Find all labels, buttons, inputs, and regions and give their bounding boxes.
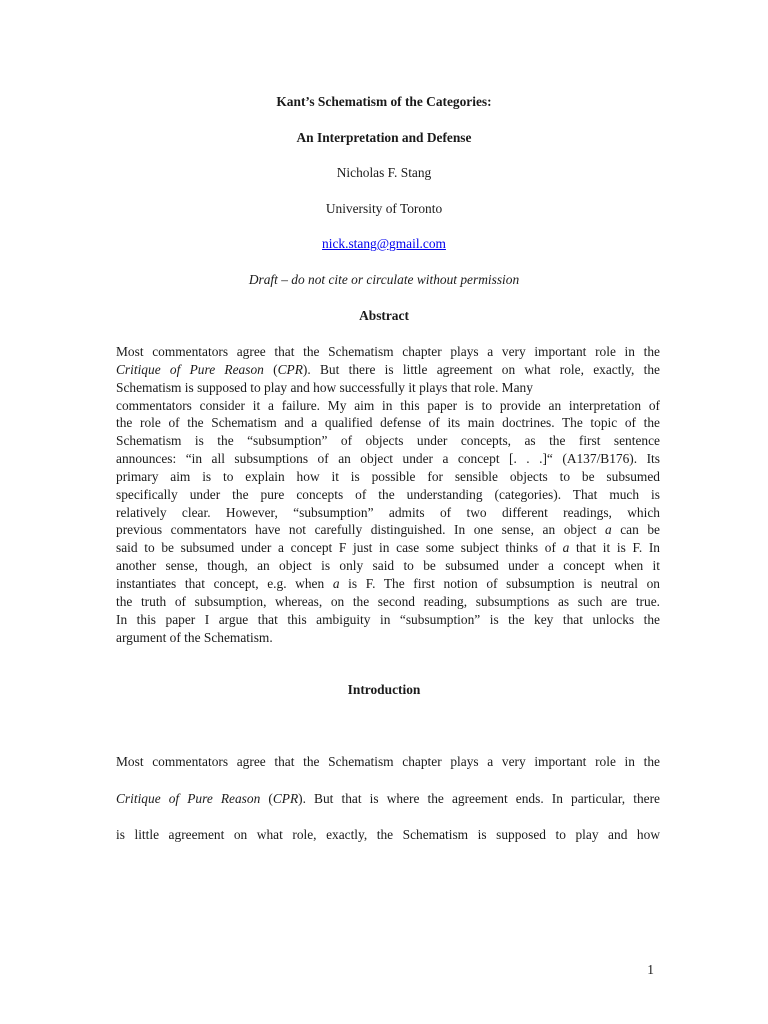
abstract-line [116,611,660,629]
abstract-line [116,486,660,504]
emphasized-text: CPR [272,791,299,806]
abstract-line [116,397,660,415]
text-run: said to be subsumed under a concept F just in case some subject thinks of [116,540,563,556]
email-line [0,236,768,252]
text-run: ( [260,791,273,806]
text-run: Most commentators agree that the Schematism chapter plays a very important role in the [116,344,660,359]
emphasized-text: Critique of Pure Reason [116,791,261,806]
text-run: announces: “in all subsumptions of an object under a concept [. . .]“ (A137/B176). Its [116,451,660,467]
introduction-line [116,827,660,843]
text-run: relatively clear. However, “subsumption” admits of two different readings, which [116,504,660,520]
abstract-line [116,593,660,611]
text-run: argument of the Schematism. [116,629,273,645]
abstract-line [116,629,660,647]
abstract-line [116,343,660,361]
author-name: Nicholas F. Stang [336,165,432,180]
text-run: Most commentators agree that the Schematism chapter plays a very important role in the [116,754,660,769]
text-run: Schematism is supposed to play and how successfully it plays that role. Many [116,379,533,395]
introduction-line [116,754,660,770]
text-run: ( [263,361,278,377]
text-run: previous commentators have not carefully distinguished. In one sense, an object [116,522,605,538]
emphasized-text: a [332,575,340,591]
text-run: can be [611,522,660,538]
emphasized-text: a [604,522,612,538]
text-run: specifically under the pure concepts of the understanding (categories). That much is [116,486,660,502]
text-run: commentators consider it a failure. My aim in this paper is to provide an interpretation of [116,397,660,413]
introduction-line [116,791,660,807]
text-run: that it is F. In [569,540,660,556]
abstract-line [116,539,660,557]
text-run: another sense, though, an object is only said to be subsumed under a concept when it [116,558,660,574]
email-link[interactable]: nick.stang@gmail.com [322,236,446,251]
author-affiliation: University of Toronto [325,201,443,216]
introduction-heading: Introduction [347,682,421,697]
text-run: In this paper I argue that this ambiguity in “subsumption” is the key that unlocks the [116,611,660,627]
text-run: primary aim is to explain how it is possible for sensible objects to be subsumed [116,468,660,484]
text-run: instantiates that concept, e.g. when [116,575,333,591]
page-number: 1 [647,962,654,977]
text-run: is little agreement on what role, exactly, the Schematism is supposed to play and how [116,827,660,842]
emphasized-text: a [562,540,570,556]
abstract-line [116,361,660,379]
emphasized-text: CPR [277,361,303,377]
abstract-line [116,521,660,539]
abstract-line [116,414,660,432]
text-run: the role of the Schematism and a qualified defense of its main doctrines. The topic of the [116,415,660,431]
abstract-line [116,504,660,522]
text-run: is F. The first notion of subsumption is neutral on [339,575,660,591]
text-run: ). But there is little agreement on what role, exactly, the [302,361,660,377]
paper-title: Kant’s Schematism of the Categories: [276,94,492,109]
abstract-line [116,450,660,468]
text-run: Schematism is the “subsumption” of objects under concepts, as the first sentence [116,433,660,449]
abstract-paragraph [116,343,660,646]
draft-notice: Draft – do not cite or circulate without permission [248,272,520,287]
abstract-line [116,432,660,450]
abstract-heading: Abstract [359,308,409,323]
text-run: ). But that is where the agreement ends. In particular, there [298,791,660,806]
emphasized-text: Critique of Pure Reason [116,361,264,377]
text-run: the truth of subsumption, whereas, on the second reading, subsumptions as such are true. [116,593,660,609]
paper-subtitle: An Interpretation and Defense [296,130,472,145]
abstract-line [116,468,660,486]
abstract-line [116,575,660,593]
abstract-line [116,379,660,397]
abstract-line [116,557,660,575]
